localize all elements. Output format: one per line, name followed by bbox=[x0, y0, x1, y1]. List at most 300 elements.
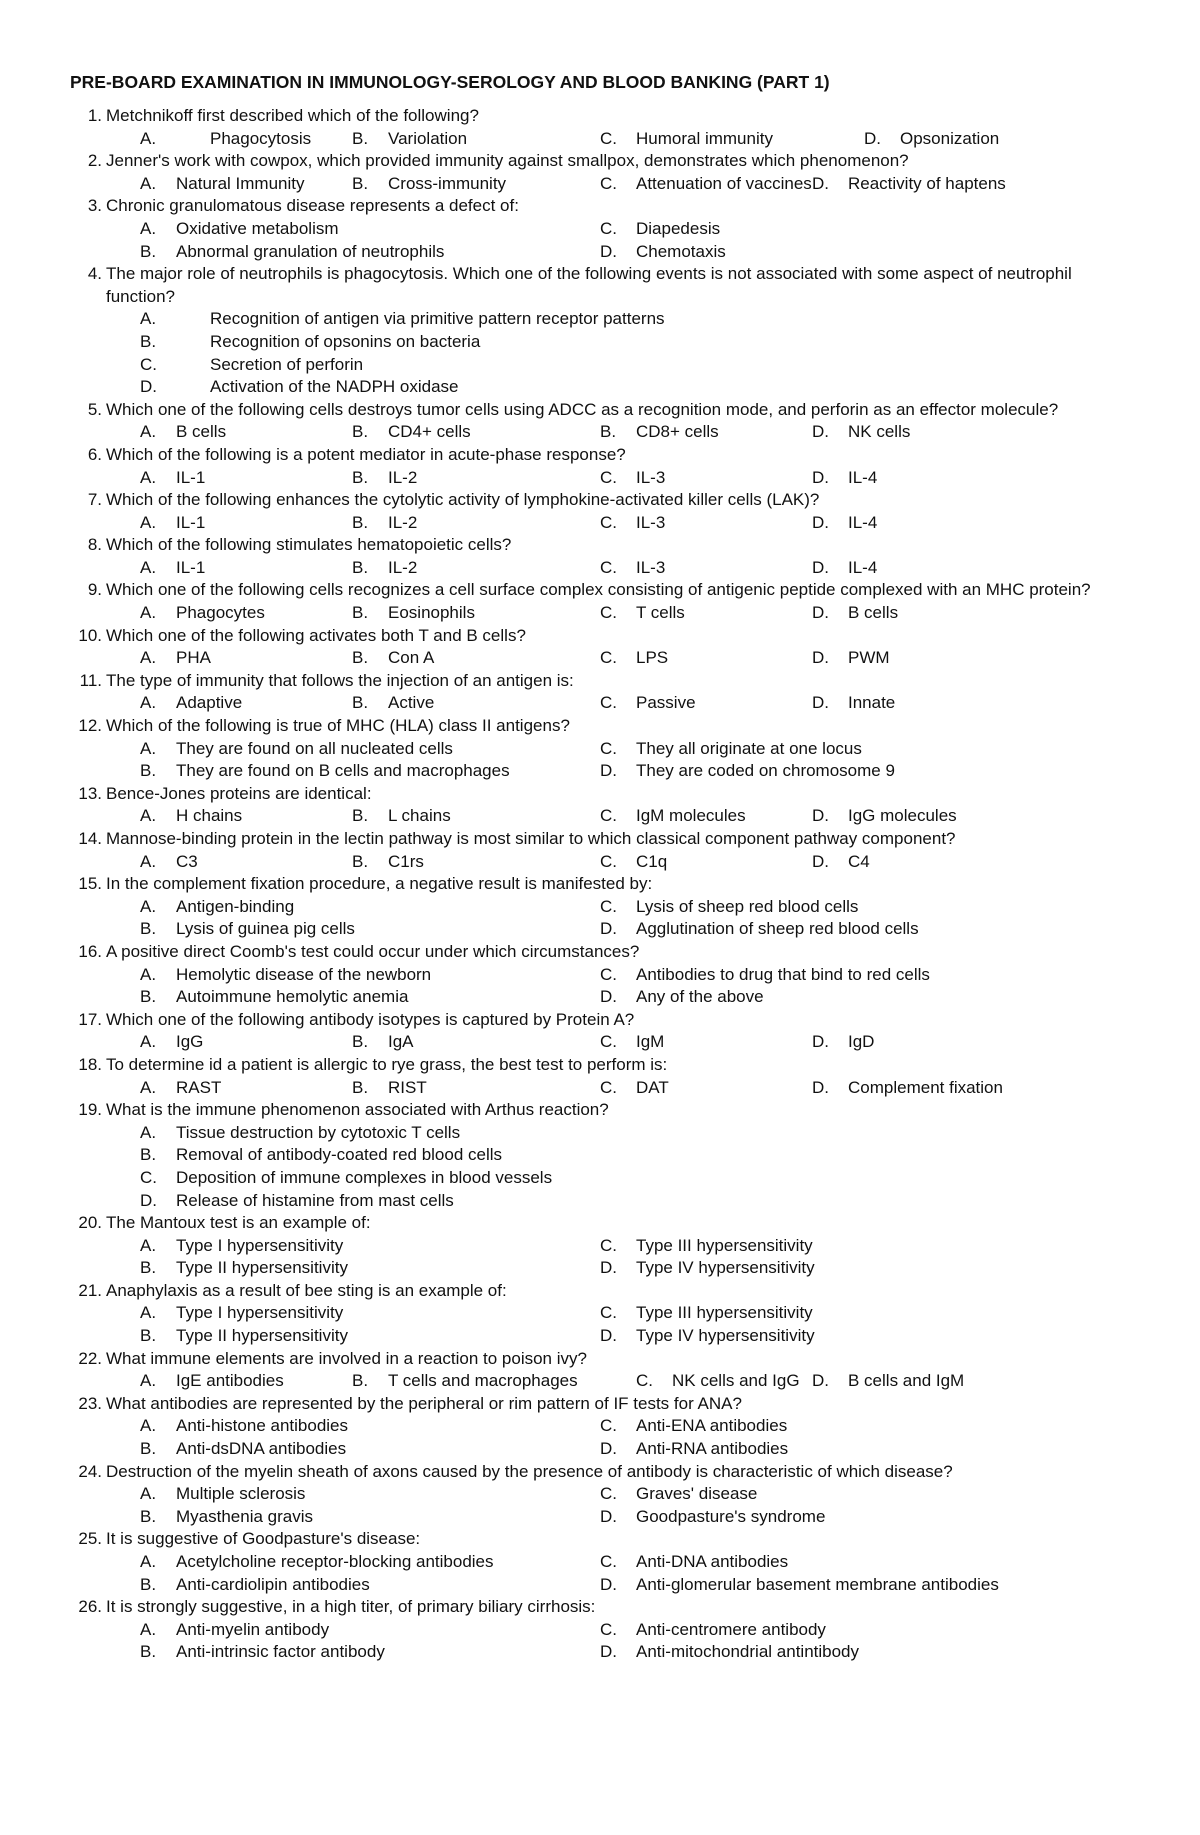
answer-option[interactable] bbox=[864, 128, 999, 151]
question-stem bbox=[70, 828, 1130, 851]
option-text: Adaptive bbox=[176, 693, 243, 713]
option-text: Cross-immunity bbox=[388, 173, 507, 193]
option-letter: D. bbox=[812, 1077, 829, 1097]
answer-option[interactable] bbox=[600, 421, 719, 444]
answer-option[interactable] bbox=[600, 1325, 815, 1348]
option-text: IgG bbox=[176, 1032, 204, 1052]
options-row bbox=[70, 1619, 1130, 1642]
option-letter: A. bbox=[140, 964, 157, 984]
option-text: Deposition of immune complexes in blood vessels bbox=[176, 1167, 553, 1187]
answer-option[interactable] bbox=[812, 467, 877, 490]
options-row bbox=[70, 421, 1130, 444]
answer-option[interactable] bbox=[140, 805, 242, 828]
answer-option[interactable] bbox=[600, 467, 665, 490]
answer-option[interactable] bbox=[600, 1506, 825, 1529]
options-row bbox=[70, 896, 1130, 919]
option-text: Active bbox=[388, 693, 435, 713]
option-text: PHA bbox=[176, 648, 211, 668]
option-letter: A. bbox=[140, 1484, 157, 1504]
option-letter: D. bbox=[600, 761, 617, 781]
answer-option[interactable] bbox=[812, 1031, 874, 1054]
options-row bbox=[70, 1077, 1130, 1100]
option-text: IL-4 bbox=[848, 512, 878, 532]
question-number: 13. bbox=[78, 783, 102, 803]
question-number: 1. bbox=[87, 106, 102, 125]
question-number: 7. bbox=[87, 490, 102, 510]
option-text: IgM bbox=[636, 1032, 665, 1052]
question-stem bbox=[70, 715, 1130, 738]
question-stem bbox=[70, 1461, 1130, 1484]
answer-option[interactable] bbox=[140, 647, 211, 670]
option-text: Anti-cardiolipin antibodies bbox=[176, 1574, 370, 1594]
option-text: Humoral immunity bbox=[636, 128, 773, 148]
answer-option[interactable] bbox=[636, 1370, 800, 1393]
answer-option[interactable] bbox=[352, 851, 424, 874]
answer-option[interactable] bbox=[600, 964, 930, 987]
answer-option[interactable] bbox=[812, 512, 877, 535]
options-row bbox=[70, 557, 1130, 580]
option-text: Release of histamine from mast cells bbox=[176, 1190, 454, 1210]
answer-option[interactable] bbox=[140, 354, 1200, 377]
answer-option[interactable] bbox=[812, 602, 898, 625]
question-item bbox=[70, 1528, 1130, 1596]
option-letter: C. bbox=[600, 128, 617, 148]
option-text: IgG molecules bbox=[848, 806, 957, 826]
question-item bbox=[70, 715, 1130, 783]
answer-option[interactable] bbox=[600, 1483, 757, 1506]
option-letter: A. bbox=[140, 851, 157, 871]
answer-option[interactable] bbox=[812, 173, 1006, 196]
question-item bbox=[70, 150, 1130, 195]
option-letter: A. bbox=[140, 1303, 157, 1323]
option-letter: A. bbox=[140, 693, 157, 713]
option-text: They are coded on chromosome 9 bbox=[636, 761, 895, 781]
answer-option[interactable] bbox=[600, 128, 773, 151]
option-letter: A. bbox=[140, 1371, 157, 1391]
option-letter: D. bbox=[864, 128, 881, 148]
answer-option[interactable] bbox=[140, 557, 205, 580]
option-letter: C. bbox=[600, 964, 617, 984]
options-row bbox=[70, 851, 1130, 874]
option-letter: C. bbox=[600, 467, 617, 487]
options-row bbox=[70, 218, 1130, 241]
option-letter: A. bbox=[140, 218, 157, 238]
option-letter: B. bbox=[140, 761, 157, 781]
question-text: What is the immune phenomenon associated with Arthus reaction? bbox=[106, 1100, 609, 1120]
option-text: IL-4 bbox=[848, 467, 878, 487]
question-number: 19. bbox=[78, 1100, 102, 1120]
question-stem bbox=[70, 534, 1130, 557]
option-letter: A. bbox=[140, 557, 157, 577]
answer-option[interactable] bbox=[600, 1438, 788, 1461]
option-text: Activation of the NADPH oxidase bbox=[210, 377, 459, 397]
answer-option[interactable] bbox=[352, 805, 451, 828]
option-letter: A. bbox=[140, 422, 157, 442]
option-letter: B. bbox=[352, 1371, 369, 1391]
answer-option[interactable] bbox=[600, 1031, 664, 1054]
option-text: LPS bbox=[636, 648, 669, 668]
option-letter: C. bbox=[600, 1235, 617, 1255]
option-letter: D. bbox=[600, 1326, 617, 1346]
answer-option[interactable] bbox=[140, 1257, 348, 1280]
answer-option[interactable] bbox=[352, 1031, 414, 1054]
answer-option[interactable] bbox=[140, 1506, 313, 1529]
answer-option[interactable] bbox=[140, 692, 242, 715]
option-letter: C. bbox=[600, 1077, 617, 1097]
question-text: Which of the following is true of MHC (HLA) class II antigens? bbox=[106, 716, 570, 736]
option-letter: D. bbox=[600, 1258, 617, 1278]
question-item bbox=[70, 1054, 1130, 1099]
answer-option[interactable] bbox=[600, 1619, 826, 1642]
answer-option[interactable] bbox=[352, 647, 434, 670]
option-letter: A. bbox=[140, 1552, 157, 1571]
option-letter: D. bbox=[140, 377, 157, 397]
answer-option[interactable] bbox=[140, 1144, 1200, 1167]
options-row bbox=[70, 1551, 1130, 1574]
answer-option[interactable] bbox=[352, 602, 475, 625]
answer-option[interactable] bbox=[600, 805, 746, 828]
question-text: It is suggestive of Goodpasture's disease: bbox=[106, 1529, 421, 1549]
answer-option[interactable] bbox=[140, 1167, 1200, 1190]
option-letter: B. bbox=[140, 1326, 157, 1346]
answer-option[interactable] bbox=[600, 1235, 813, 1258]
answer-option[interactable] bbox=[352, 512, 417, 535]
question-number: 26. bbox=[78, 1597, 102, 1617]
question-number: 5. bbox=[87, 399, 102, 419]
question-stem bbox=[70, 941, 1130, 964]
answer-option[interactable] bbox=[140, 851, 198, 874]
option-letter: B. bbox=[140, 987, 157, 1007]
question-item bbox=[70, 1348, 1130, 1393]
option-text: Anti-RNA antibodies bbox=[636, 1439, 789, 1459]
question-item bbox=[70, 1280, 1130, 1348]
question-text: Mannose-binding protein in the lectin pathway is most similar to which classical component pathway component? bbox=[106, 829, 956, 848]
option-text: Type III hypersensitivity bbox=[636, 1303, 813, 1323]
option-letter: B. bbox=[140, 1145, 157, 1165]
answer-option[interactable] bbox=[600, 1574, 999, 1597]
exam-title: PRE-BOARD EXAMINATION IN IMMUNOLOGY-SEROLOGY AND BLOOD BANKING (PART 1) bbox=[70, 72, 830, 92]
answer-option[interactable] bbox=[600, 1257, 815, 1280]
option-letter: D. bbox=[600, 1439, 617, 1459]
options-row bbox=[70, 1370, 1130, 1393]
option-letter: C. bbox=[600, 851, 617, 871]
question-item bbox=[70, 1393, 1130, 1461]
option-text: CD4+ cells bbox=[388, 422, 471, 442]
question-text: The major role of neutrophils is phagocytosis. Which one of the following events is not associated with some aspect of neutrophil function? bbox=[106, 264, 1072, 306]
answer-option[interactable] bbox=[812, 851, 870, 874]
question-stem bbox=[70, 783, 1130, 806]
option-text: Complement fixation bbox=[848, 1077, 1003, 1097]
answer-option[interactable] bbox=[140, 602, 265, 625]
answer-option[interactable] bbox=[600, 173, 812, 196]
answer-option[interactable] bbox=[352, 557, 417, 580]
question-text: Which one of the following antibody isotypes is captured by Protein A? bbox=[106, 1009, 635, 1029]
option-text: They are found on B cells and macrophages bbox=[176, 761, 510, 781]
question-text: Jenner's work with cowpox, which provided immunity against smallpox, demonstrates which phenomenon? bbox=[106, 151, 909, 171]
question-number: 12. bbox=[78, 716, 102, 736]
option-letter: C. bbox=[140, 354, 157, 374]
question-stem bbox=[70, 150, 1130, 173]
answer-option[interactable] bbox=[352, 692, 434, 715]
answer-option[interactable] bbox=[600, 241, 726, 264]
option-text: B cells bbox=[848, 603, 899, 623]
question-item bbox=[70, 105, 1130, 150]
option-text: Secretion of perforin bbox=[210, 354, 364, 374]
option-text: C3 bbox=[176, 851, 198, 871]
answer-option[interactable] bbox=[600, 1641, 859, 1664]
option-text: Goodpasture's syndrome bbox=[636, 1506, 826, 1526]
answer-option[interactable] bbox=[140, 128, 311, 151]
answer-option[interactable] bbox=[812, 1077, 1003, 1100]
answer-option[interactable] bbox=[140, 218, 339, 241]
question-item bbox=[70, 1212, 1130, 1280]
answer-option[interactable] bbox=[600, 602, 685, 625]
option-text: Anti-histone antibodies bbox=[176, 1416, 349, 1436]
option-letter: C. bbox=[600, 1484, 617, 1504]
option-text: Anti-intrinsic factor antibody bbox=[176, 1642, 385, 1662]
answer-option[interactable] bbox=[352, 467, 417, 490]
option-letter: A. bbox=[140, 173, 157, 193]
answer-option[interactable] bbox=[812, 692, 895, 715]
option-letter: D. bbox=[812, 806, 829, 826]
answer-option[interactable] bbox=[812, 1370, 964, 1393]
option-letter: C. bbox=[600, 218, 617, 238]
answer-option[interactable] bbox=[600, 557, 665, 580]
option-text: Antigen-binding bbox=[176, 896, 295, 916]
answer-option[interactable] bbox=[140, 1641, 385, 1664]
answer-option[interactable] bbox=[140, 421, 226, 444]
question-number: 16. bbox=[78, 941, 102, 961]
option-text: IL-1 bbox=[176, 512, 206, 532]
answer-option[interactable] bbox=[140, 986, 408, 1009]
answer-option[interactable] bbox=[600, 512, 665, 535]
answer-option[interactable] bbox=[600, 647, 668, 670]
option-text: L chains bbox=[388, 806, 451, 826]
answer-option[interactable] bbox=[600, 1302, 813, 1325]
answer-option[interactable] bbox=[140, 738, 453, 761]
options-row bbox=[70, 760, 1130, 783]
answer-option[interactable] bbox=[812, 805, 957, 828]
answer-option[interactable] bbox=[140, 1619, 329, 1642]
answer-option[interactable] bbox=[140, 1122, 1200, 1145]
answer-option[interactable] bbox=[140, 1302, 343, 1325]
option-text: C4 bbox=[848, 851, 870, 871]
option-letter: A. bbox=[140, 648, 157, 668]
answer-option[interactable] bbox=[812, 647, 890, 670]
answer-option[interactable] bbox=[600, 896, 858, 919]
options-row bbox=[70, 467, 1130, 490]
answer-option[interactable] bbox=[352, 421, 471, 444]
question-text: Which of the following stimulates hematopoietic cells? bbox=[106, 535, 512, 555]
question-number: 14. bbox=[78, 829, 102, 848]
option-letter: D. bbox=[812, 422, 829, 442]
answer-option[interactable] bbox=[600, 218, 720, 241]
option-text: They are found on all nucleated cells bbox=[176, 738, 453, 758]
options-stack bbox=[70, 308, 1130, 398]
option-text: IL-2 bbox=[388, 467, 418, 487]
option-letter: B. bbox=[352, 128, 369, 148]
answer-option[interactable] bbox=[140, 1483, 305, 1506]
answer-option[interactable] bbox=[600, 1077, 669, 1100]
option-text: T cells bbox=[636, 603, 685, 623]
option-text: IL-2 bbox=[388, 557, 418, 577]
answer-option[interactable] bbox=[352, 173, 506, 196]
question-number: 17. bbox=[78, 1009, 102, 1029]
answer-option[interactable] bbox=[140, 918, 355, 941]
option-text: IgA bbox=[388, 1032, 414, 1052]
answer-option[interactable] bbox=[600, 692, 696, 715]
option-letter: C. bbox=[600, 1416, 617, 1436]
option-text: Agglutination of sheep red blood cells bbox=[636, 919, 919, 939]
answer-option[interactable] bbox=[140, 1077, 221, 1100]
answer-option[interactable] bbox=[140, 308, 1200, 331]
option-text: Removal of antibody-coated red blood cells bbox=[176, 1145, 503, 1165]
answer-option[interactable] bbox=[600, 1415, 787, 1438]
option-text: B cells bbox=[176, 422, 227, 442]
option-letter: A. bbox=[140, 806, 157, 826]
answer-option[interactable] bbox=[140, 467, 205, 490]
answer-option[interactable] bbox=[812, 557, 877, 580]
question-text: Which of the following is a potent mediator in acute-phase response? bbox=[106, 444, 626, 464]
option-letter: A. bbox=[140, 1619, 157, 1639]
option-text: IL-2 bbox=[388, 512, 418, 532]
options-row bbox=[70, 1438, 1130, 1461]
question-item bbox=[70, 579, 1130, 624]
answer-option[interactable] bbox=[140, 1551, 494, 1574]
option-letter: D. bbox=[812, 512, 829, 532]
option-letter: A. bbox=[140, 128, 157, 148]
answer-option[interactable] bbox=[600, 986, 764, 1009]
answer-option[interactable] bbox=[140, 241, 444, 264]
answer-option[interactable] bbox=[140, 1370, 284, 1393]
answer-option[interactable] bbox=[600, 1551, 788, 1574]
answer-option[interactable] bbox=[140, 1031, 203, 1054]
question-stem bbox=[70, 670, 1130, 693]
question-item bbox=[70, 783, 1130, 828]
option-text: CD8+ cells bbox=[636, 422, 719, 442]
option-letter: D. bbox=[600, 1642, 617, 1662]
options-row bbox=[70, 1574, 1130, 1597]
answer-option[interactable] bbox=[140, 1190, 1200, 1213]
answer-option[interactable] bbox=[140, 1415, 348, 1438]
question-stem bbox=[70, 399, 1130, 422]
answer-option[interactable] bbox=[352, 1077, 427, 1100]
option-text: DAT bbox=[636, 1077, 669, 1097]
question-item bbox=[70, 195, 1130, 263]
answer-option[interactable] bbox=[140, 1235, 343, 1258]
option-text: Diapedesis bbox=[636, 218, 721, 238]
option-text: Myasthenia gravis bbox=[176, 1506, 314, 1526]
option-text: T cells and macrophages bbox=[388, 1371, 578, 1391]
option-text: H chains bbox=[176, 806, 243, 826]
question-item bbox=[70, 1596, 1130, 1664]
exam-page bbox=[70, 70, 1130, 1664]
options-row bbox=[70, 1641, 1130, 1664]
option-text: Type II hypersensitivity bbox=[176, 1326, 348, 1346]
options-row bbox=[70, 647, 1130, 670]
option-letter: D. bbox=[600, 1574, 617, 1594]
answer-option[interactable] bbox=[140, 964, 431, 987]
option-letter: B. bbox=[352, 173, 369, 193]
option-letter: D. bbox=[600, 241, 617, 261]
answer-option[interactable] bbox=[140, 376, 1200, 399]
question-stem bbox=[70, 625, 1130, 648]
option-letter: D. bbox=[600, 987, 617, 1007]
answer-option[interactable] bbox=[600, 918, 919, 941]
question-item bbox=[70, 1461, 1130, 1529]
option-letter: A. bbox=[140, 603, 157, 623]
answer-option[interactable] bbox=[140, 1574, 370, 1597]
answer-option[interactable] bbox=[600, 851, 667, 874]
option-letter: C. bbox=[600, 557, 617, 577]
options-row bbox=[70, 241, 1130, 264]
options-row bbox=[70, 602, 1130, 625]
question-text: What antibodies are represented by the peripheral or rim pattern of IF tests for ANA? bbox=[106, 1393, 742, 1413]
option-text: Reactivity of haptens bbox=[848, 173, 1006, 193]
option-letter: B. bbox=[352, 851, 369, 871]
question-text: The type of immunity that follows the injection of an antigen is: bbox=[106, 670, 574, 690]
option-text: Type I hypersensitivity bbox=[176, 1303, 344, 1323]
answer-option[interactable] bbox=[140, 1438, 346, 1461]
option-letter: D. bbox=[812, 648, 829, 668]
option-letter: B. bbox=[140, 331, 157, 351]
option-letter: D. bbox=[812, 603, 829, 623]
answer-option[interactable] bbox=[352, 1370, 578, 1393]
option-letter: B. bbox=[140, 1506, 157, 1526]
answer-option[interactable] bbox=[140, 760, 510, 783]
answer-option[interactable] bbox=[812, 421, 910, 444]
option-text: Type III hypersensitivity bbox=[636, 1235, 813, 1255]
options-row bbox=[70, 986, 1130, 1009]
option-letter: D. bbox=[140, 1190, 157, 1210]
answer-option[interactable] bbox=[140, 331, 1200, 354]
option-text: Type IV hypersensitivity bbox=[636, 1258, 815, 1278]
option-text: Natural Immunity bbox=[176, 173, 305, 193]
question-stem bbox=[70, 1054, 1130, 1077]
question-item bbox=[70, 1009, 1130, 1054]
question-text: Which one of the following cells recognizes a cell surface complex consisting of antigenic peptide complexed with an MHC protein? bbox=[106, 580, 1091, 600]
options-row bbox=[70, 173, 1130, 196]
question-number: 2. bbox=[87, 151, 102, 171]
option-letter: D. bbox=[812, 1371, 829, 1391]
option-text: They all originate at one locus bbox=[636, 738, 862, 758]
option-letter: B. bbox=[140, 1439, 157, 1459]
option-text: IL-4 bbox=[848, 557, 878, 577]
option-letter: C. bbox=[600, 806, 617, 826]
answer-option[interactable] bbox=[140, 173, 304, 196]
option-letter: B. bbox=[352, 512, 369, 532]
question-number: 6. bbox=[87, 444, 102, 464]
answer-option[interactable] bbox=[600, 738, 862, 761]
question-stem bbox=[70, 263, 1130, 308]
answer-option[interactable] bbox=[140, 512, 205, 535]
option-text: IL-1 bbox=[176, 467, 206, 487]
question-text: Which one of the following cells destroys tumor cells using ADCC as a recognition mode, and perforin as an effector molecule? bbox=[106, 399, 1059, 419]
option-text: Chemotaxis bbox=[636, 241, 726, 261]
answer-option[interactable] bbox=[600, 760, 895, 783]
option-letter: C. bbox=[600, 693, 617, 713]
option-text: Anti-mitochondrial antintibody bbox=[636, 1642, 860, 1662]
answer-option[interactable] bbox=[140, 896, 294, 919]
options-row bbox=[70, 1257, 1130, 1280]
question-text: Which one of the following activates both T and B cells? bbox=[106, 625, 526, 645]
question-number: 15. bbox=[78, 874, 102, 894]
question-text: Anaphylaxis as a result of bee sting is an example of: bbox=[106, 1280, 507, 1300]
option-letter: A. bbox=[140, 1032, 157, 1052]
answer-option[interactable] bbox=[352, 128, 467, 151]
answer-option[interactable] bbox=[140, 1325, 348, 1348]
option-text: Lysis of sheep red blood cells bbox=[636, 896, 859, 916]
